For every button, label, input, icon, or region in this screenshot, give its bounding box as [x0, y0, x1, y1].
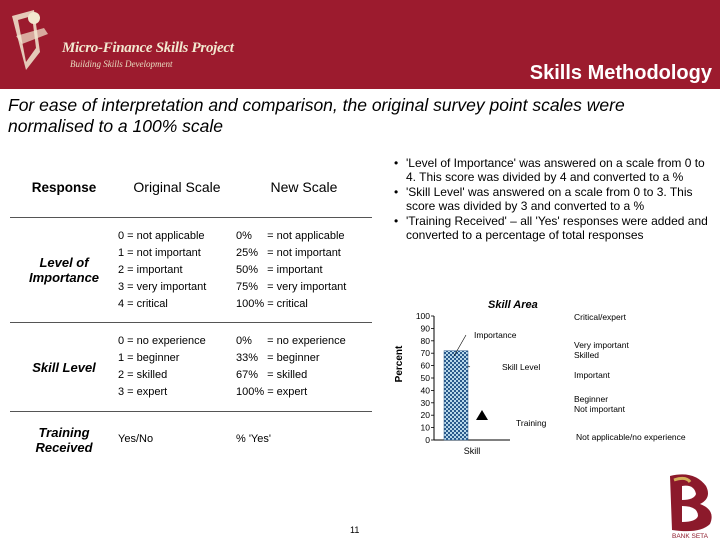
table-cell: 100% = critical [236, 297, 308, 310]
table-cell: 1 = beginner [118, 352, 180, 364]
original-values [118, 218, 236, 322]
scale-label: Important [574, 370, 610, 380]
table-cell: 0% = no experience [236, 335, 346, 347]
scale-label: Skilled [574, 350, 600, 360]
y-tick-label: 50 [420, 373, 430, 383]
y-tick-label: 20 [420, 410, 430, 421]
table-cell: 0 = no experience [118, 335, 206, 347]
y-tick-label: 90 [420, 323, 430, 334]
table-cell: 100% = expert [236, 386, 308, 398]
scale-label: Critical/expert [574, 312, 626, 322]
mfsp-logo [4, 6, 234, 76]
list-item: • 'Training Received' – all 'Yes' responses were added and converted to a percentage of total responses [392, 214, 714, 242]
bar [444, 351, 468, 440]
scale-table [10, 157, 372, 467]
page-number: 11 [350, 525, 360, 535]
annotation-label: Skill Level [502, 362, 541, 372]
header-original: Original Scale [133, 178, 221, 195]
scale-label: Beginner [574, 394, 609, 404]
skill-area-chart [388, 296, 720, 466]
row-label: Training Received [35, 424, 93, 455]
table-cell: 0 = not applicable [118, 229, 205, 242]
table-cell: 2 = important [118, 263, 183, 276]
table-header-row [10, 157, 372, 218]
logo-title: Micro-Finance Skills Project [62, 40, 234, 56]
bank-seta-logo [660, 472, 720, 540]
table-cell: 67% = skilled [236, 369, 308, 381]
new-values [236, 218, 372, 322]
y-tick-label: 10 [420, 422, 430, 433]
original-values [118, 323, 236, 411]
list-item: • 'Level of Importance' was answered on a scale from 0 to 4. This score was divided by 4 and converted to a % [392, 156, 714, 184]
y-tick-label: 40 [420, 385, 430, 396]
table-cell: 3 = expert [118, 386, 168, 398]
row-label: Skill Level [32, 359, 96, 375]
y-tick-label: 60 [420, 360, 430, 371]
table-row [10, 323, 372, 412]
table-cell: 3 = very important [118, 280, 207, 293]
logo-subtitle: Building Skills Development [70, 59, 173, 69]
header-response: Response [31, 179, 97, 195]
new-values [236, 323, 372, 411]
bank-logo-text: BANK SETA [671, 533, 709, 540]
y-tick-label: 100 [415, 311, 430, 321]
table-cell: 1 = not important [118, 246, 201, 259]
table-cell: Yes/No [118, 433, 154, 445]
y-tick-label: 30 [420, 397, 430, 408]
intro-subtitle: For ease of interpretation and comparison, the original survey point scales were normalised to a 100% scale [8, 95, 625, 136]
annotation-label: Importance [474, 330, 517, 340]
new-values [236, 412, 372, 467]
y-tick-label: 80 [420, 335, 430, 346]
chart-title: Skill Area [488, 299, 538, 311]
scale-label: Very important [574, 340, 629, 350]
table-cell: 33% = beginner [236, 352, 320, 364]
table-cell: 0% = not applicable [236, 229, 345, 242]
table-cell: 75% = very important [236, 280, 347, 293]
list-item: • 'Skill Level' was answered on a scale from 0 to 3. This score was divided by 3 and converted to a % [392, 185, 714, 213]
y-axis-label: Percent [394, 345, 405, 383]
scale-label: Not applicable/no experience [576, 432, 686, 442]
annotation-label: Training [516, 418, 547, 428]
row-label: Level of Importance [28, 255, 100, 285]
header-new: New Scale [270, 178, 338, 195]
table-row [10, 218, 372, 323]
y-tick-label: 0 [425, 435, 430, 445]
table-cell: 2 = skilled [118, 369, 168, 381]
table-cell: % 'Yes' [236, 433, 271, 445]
original-values [118, 412, 236, 467]
annotation-leader [468, 366, 470, 367]
table-cell: 25% = not important [236, 246, 341, 259]
page-title: Skills Methodology [529, 62, 712, 84]
explanation-list [392, 156, 714, 243]
table-row [10, 412, 372, 467]
table-cell: 4 = critical [118, 297, 168, 310]
y-tick-label: 70 [420, 348, 430, 359]
x-axis-label: Skill [463, 446, 481, 456]
scale-label: Not important [574, 404, 626, 414]
header-banner [0, 0, 720, 89]
table-cell: 50% = important [236, 263, 323, 276]
training-marker-icon [476, 410, 488, 420]
